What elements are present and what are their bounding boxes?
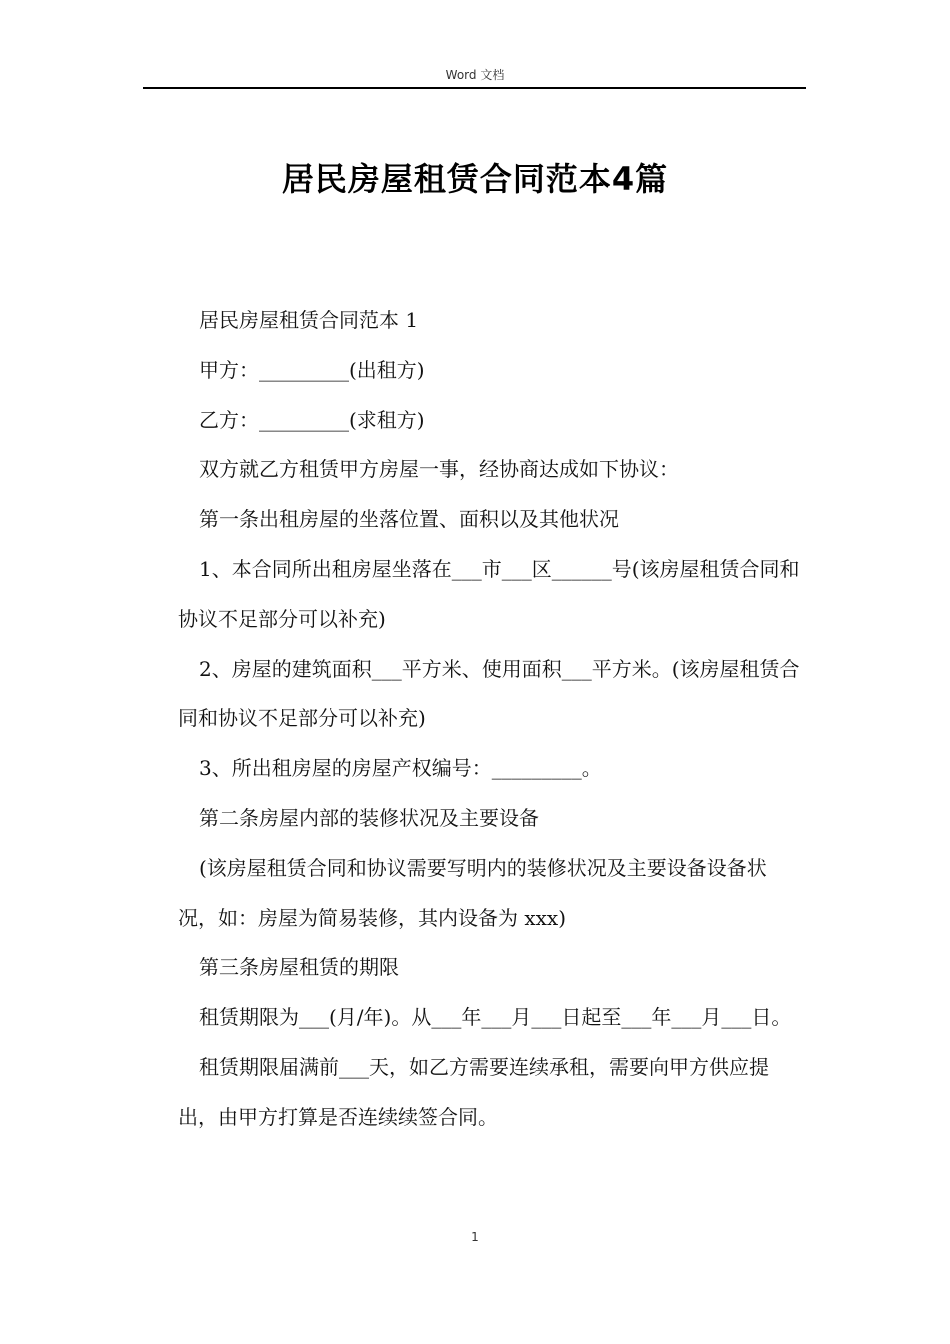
paragraph: 第一条出租房屋的坐落位置、面积以及其他状况 xyxy=(199,507,619,532)
page-number: 1 xyxy=(471,1230,479,1244)
paragraph: 第三条房屋租赁的期限 xyxy=(199,955,399,980)
document-body xyxy=(178,296,800,1143)
paragraph: 租赁期限届满前___天，如乙方需要连续承租，需要向甲方供应提出，由甲方打算是否连续续签合同。 xyxy=(178,1054,769,1129)
header-label: Word 文档 xyxy=(445,68,505,82)
paragraph: (该房屋租赁合同和协议需要写明内的装修状况及主要设备设备状况，如：房屋为简易装修，其内设备为 xxx) xyxy=(178,855,767,930)
paragraph: 乙方：_________(求租方) xyxy=(199,407,425,432)
header-divider xyxy=(143,87,806,89)
paragraph: 3、所出租房屋的房屋产权编号：_________。 xyxy=(199,756,602,781)
paragraph: 居民房屋租赁合同范本 1 xyxy=(199,308,419,332)
paragraph: 1、本合同所出租房屋坐落在___市___区______号(该房屋租赁合同和协议不足部分可以补充) xyxy=(178,556,800,631)
paragraph: 双方就乙方租赁甲方房屋一事，经协商达成如下协议： xyxy=(199,457,679,482)
paragraph: 2、房屋的建筑面积___平方米、使用面积___平方米。(该房屋租赁合同和协议不足部分可以补充) xyxy=(178,656,800,731)
paragraph: 甲方：_________(出租方) xyxy=(199,357,425,382)
document-title: 居民房屋租赁合同范本4篇 xyxy=(281,160,669,198)
paragraph: 租赁期限为___(月/年)。从___年___月___日起至___年___月___日。 xyxy=(199,1005,792,1030)
paragraph: 第二条房屋内部的装修状况及主要设备 xyxy=(199,805,539,830)
